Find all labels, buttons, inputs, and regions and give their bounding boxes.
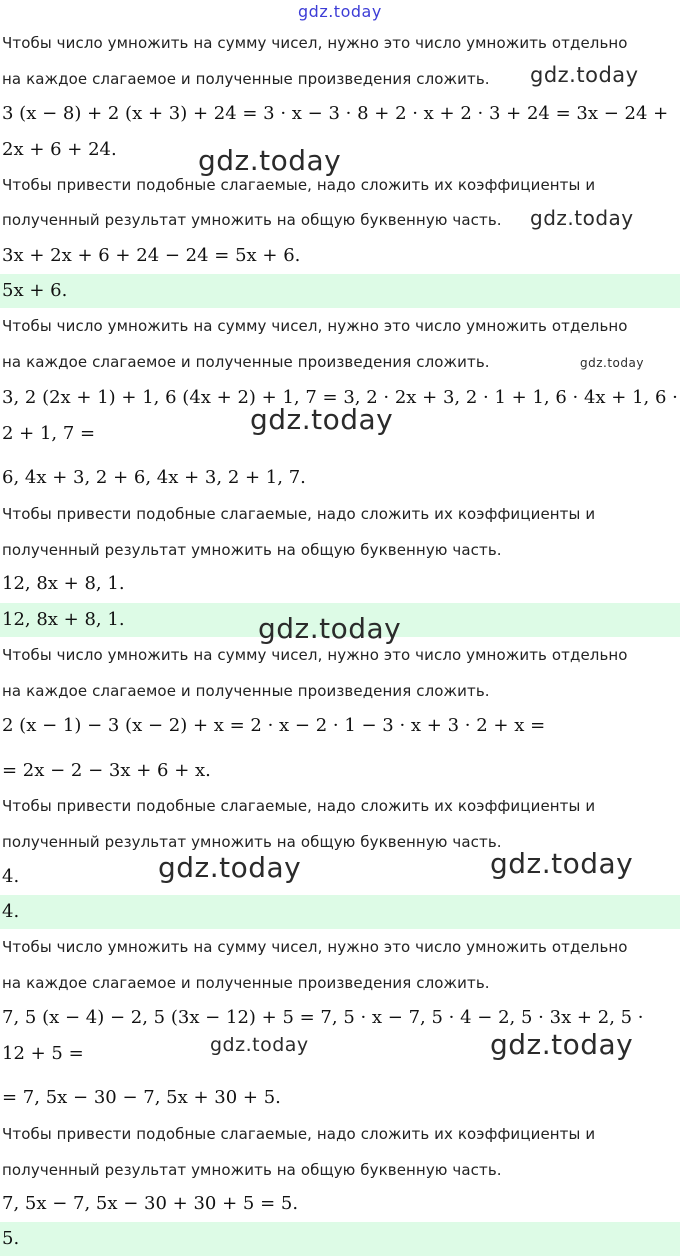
expansion-line: 12 + 5 = — [2, 1043, 84, 1064]
rule-like-terms-line-1: Чтобы привести подобные слагаемые, надо сложить их коэффициенты и — [2, 797, 596, 815]
answer-row: 5x + 6. — [0, 274, 680, 308]
rule-distributive-line-2: на каждое слагаемое и полученные произведения сложить. — [2, 70, 490, 88]
answer-row: 12, 8x + 8, 1. — [0, 603, 680, 637]
combine-line: 3x + 2x + 6 + 24 − 24 = 5x + 6. — [2, 245, 301, 266]
rule-like-terms-line-2: полученный результат умножить на общую буквенную часть. — [2, 211, 502, 229]
site-watermark: gdz.today — [198, 144, 342, 177]
rule-like-terms-line-2: полученный результат умножить на общую буквенную часть. — [2, 541, 502, 559]
rule-like-terms-line-1: Чтобы привести подобные слагаемые, надо сложить их коэффициенты и — [2, 1125, 596, 1143]
site-watermark: gdz.today — [210, 1034, 309, 1056]
answer-row: 5. — [0, 1222, 680, 1256]
combine-line: 7, 5x − 7, 5x − 30 + 30 + 5 = 5. — [2, 1193, 299, 1214]
expansion-line: 7, 5 (x − 4) − 2, 5 (3x − 12) + 5 = 7, 5 · x − 7, 5 · 4 − 2, 5 · 3x + 2, 5 · — [2, 1007, 644, 1028]
site-watermark: gdz.today — [580, 356, 644, 370]
expansion-line: 3, 2 (2x + 1) + 1, 6 (4x + 2) + 1, 7 = 3, 2 · 2x + 3, 2 · 1 + 1, 6 · 4x + 1, 6 · — [2, 387, 678, 408]
combine-line: 4. — [2, 866, 20, 887]
expansion-line: 2 (x − 1) − 3 (x − 2) + x = 2 · x − 2 · 1 − 3 · x + 3 · 2 + x = — [2, 715, 546, 736]
expansion-line: = 2x − 2 − 3x + 6 + x. — [2, 760, 211, 781]
rule-distributive-line-2: на каждое слагаемое и полученные произведения сложить. — [2, 682, 490, 700]
expansion-line: 3 (x − 8) + 2 (x + 3) + 24 = 3 · x − 3 · 8 + 2 · x + 2 · 3 + 24 = 3x − 24 + — [2, 103, 669, 124]
site-watermark: gdz.today — [530, 63, 639, 87]
site-watermark-top: gdz.today — [298, 2, 382, 21]
rule-like-terms-line-1: Чтобы привести подобные слагаемые, надо сложить их коэффициенты и — [2, 505, 596, 523]
expansion-line: = 7, 5x − 30 − 7, 5x + 30 + 5. — [2, 1087, 281, 1108]
rule-like-terms-line-2: полученный результат умножить на общую буквенную часть. — [2, 833, 502, 851]
rule-distributive-line-1: Чтобы число умножить на сумму чисел, нужно это число умножить отдельно — [2, 34, 628, 52]
site-watermark: gdz.today — [490, 1028, 634, 1061]
rule-distributive-line-1: Чтобы число умножить на сумму чисел, нужно это число умножить отдельно — [2, 317, 628, 335]
answer-row: 4. — [0, 895, 680, 929]
site-watermark: gdz.today — [158, 851, 302, 884]
rule-distributive-line-2: на каждое слагаемое и полученные произведения сложить. — [2, 353, 490, 371]
site-watermark: gdz.today — [490, 847, 634, 880]
expansion-line: 6, 4x + 3, 2 + 6, 4x + 3, 2 + 1, 7. — [2, 467, 306, 488]
expansion-line: 2 + 1, 7 = — [2, 423, 96, 444]
rule-distributive-line-1: Чтобы число умножить на сумму чисел, нужно это число умножить отдельно — [2, 646, 628, 664]
expansion-line: 2x + 6 + 24. — [2, 139, 117, 160]
site-watermark: gdz.today — [258, 612, 402, 645]
combine-line: 12, 8x + 8, 1. — [2, 573, 125, 594]
site-watermark: gdz.today — [530, 206, 634, 230]
rule-distributive-line-1: Чтобы число умножить на сумму чисел, нужно это число умножить отдельно — [2, 938, 628, 956]
rule-like-terms-line-2: полученный результат умножить на общую буквенную часть. — [2, 1161, 502, 1179]
rule-distributive-line-2: на каждое слагаемое и полученные произведения сложить. — [2, 974, 490, 992]
site-watermark: gdz.today — [250, 403, 394, 436]
rule-like-terms-line-1: Чтобы привести подобные слагаемые, надо сложить их коэффициенты и — [2, 176, 596, 194]
